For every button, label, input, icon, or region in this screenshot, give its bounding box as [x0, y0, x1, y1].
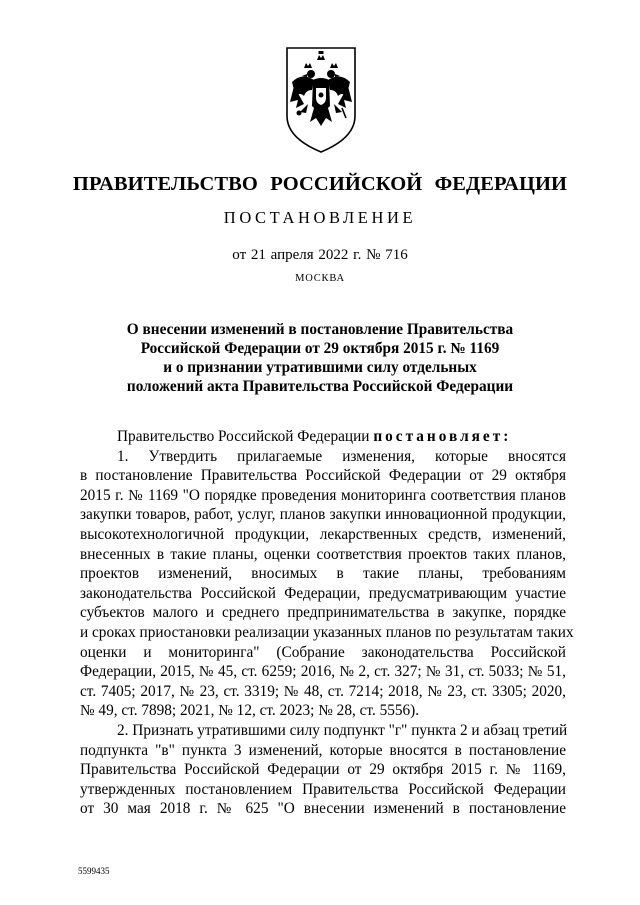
heading-line: О внесении изменений в постановление Правительства [126, 321, 514, 338]
body-line: 2. Признать утратившими силу подпункт "г" пункта 2 и абзац третий [117, 721, 568, 739]
intro-prefix: Правительство Российской Федерации [117, 428, 374, 445]
body-line: законодательства Российской Федерации, предусматривающим участие [80, 584, 566, 602]
body-line: внесенных в такие планы, оценки соответствия проектов таких планов, [80, 545, 566, 563]
body-line: проектов изменений, вносимых в такие планы, требованиям [80, 565, 566, 583]
body-line: подпункта "в" пункта 3 изменений, которые вносятся в постановление [80, 741, 566, 759]
intro-resolves: постановляет: [373, 428, 512, 445]
document-city: МОСКВА [295, 273, 345, 284]
heading-line: Российской Федерации от 29 октября 2015 г. № 1169 [140, 340, 500, 357]
body-line: 1. Утвердить прилагаемые изменения, которые вносятся [117, 447, 566, 465]
intro-line [80, 427, 566, 447]
body-line: № 49, ст. 7898; 2021, № 12, ст. 2023; № 28, ст. 5556). [80, 702, 420, 720]
document-heading [90, 320, 550, 396]
body-line: Правительства Российской Федерации от 29 октября 2015 г. № 1169, [80, 761, 566, 779]
document-date-number: от 21 апреля 2022 г. № 716 [232, 247, 408, 263]
body-line: и сроках приостановки реализации указанных планов по результатам таких [80, 623, 574, 641]
coat-of-arms-emblem-icon [284, 46, 358, 154]
body-line: закупки товаров, работ, услуг, планов закупки инновационной продукции, [80, 506, 566, 524]
organization-title: ПРАВИТЕЛЬСТВО РОССИЙСКОЙ ФЕДЕРАЦИИ [72, 173, 568, 195]
document-body [80, 427, 574, 819]
body-line: в постановление Правительства Российской Федерации от 29 октября [80, 467, 566, 485]
body-line: Федерации, 2015, № 45, ст. 6259; 2016, № 2, ст. 327; № 31, ст. 5033; № 51, [80, 663, 566, 681]
body-line: от 30 мая 2018 г. № 625 "О внесении изменений в постановление [80, 800, 566, 818]
heading-line: и о признании утратившими силу отдельных [163, 359, 477, 376]
body-line: утвержденных постановлением Правительства Российской Федерации [80, 780, 566, 798]
footer-document-code: 5599435 [78, 866, 110, 876]
body-line: ст. 7405; 2017, № 23, ст. 3319; № 48, ст. 7214; 2018, № 23, ст. 3305; 2020, [80, 682, 566, 700]
body-line: 2015 г. № 1169 "О порядке проведения мониторинга соответствия планов [80, 486, 566, 504]
body-line: высокотехнологичной продукции, лекарственных средств, изменений, [80, 525, 566, 543]
document-type: ПОСТАНОВЛЕНИЕ [223, 208, 417, 227]
body-line: субъектов малого и среднего предпринимательства в закупке, порядке [80, 604, 566, 622]
heading-line: положений акта Правительства Российской Федерации [126, 378, 514, 395]
body-line: оценки и мониторинга" (Собрание законодательства Российской [80, 643, 566, 661]
